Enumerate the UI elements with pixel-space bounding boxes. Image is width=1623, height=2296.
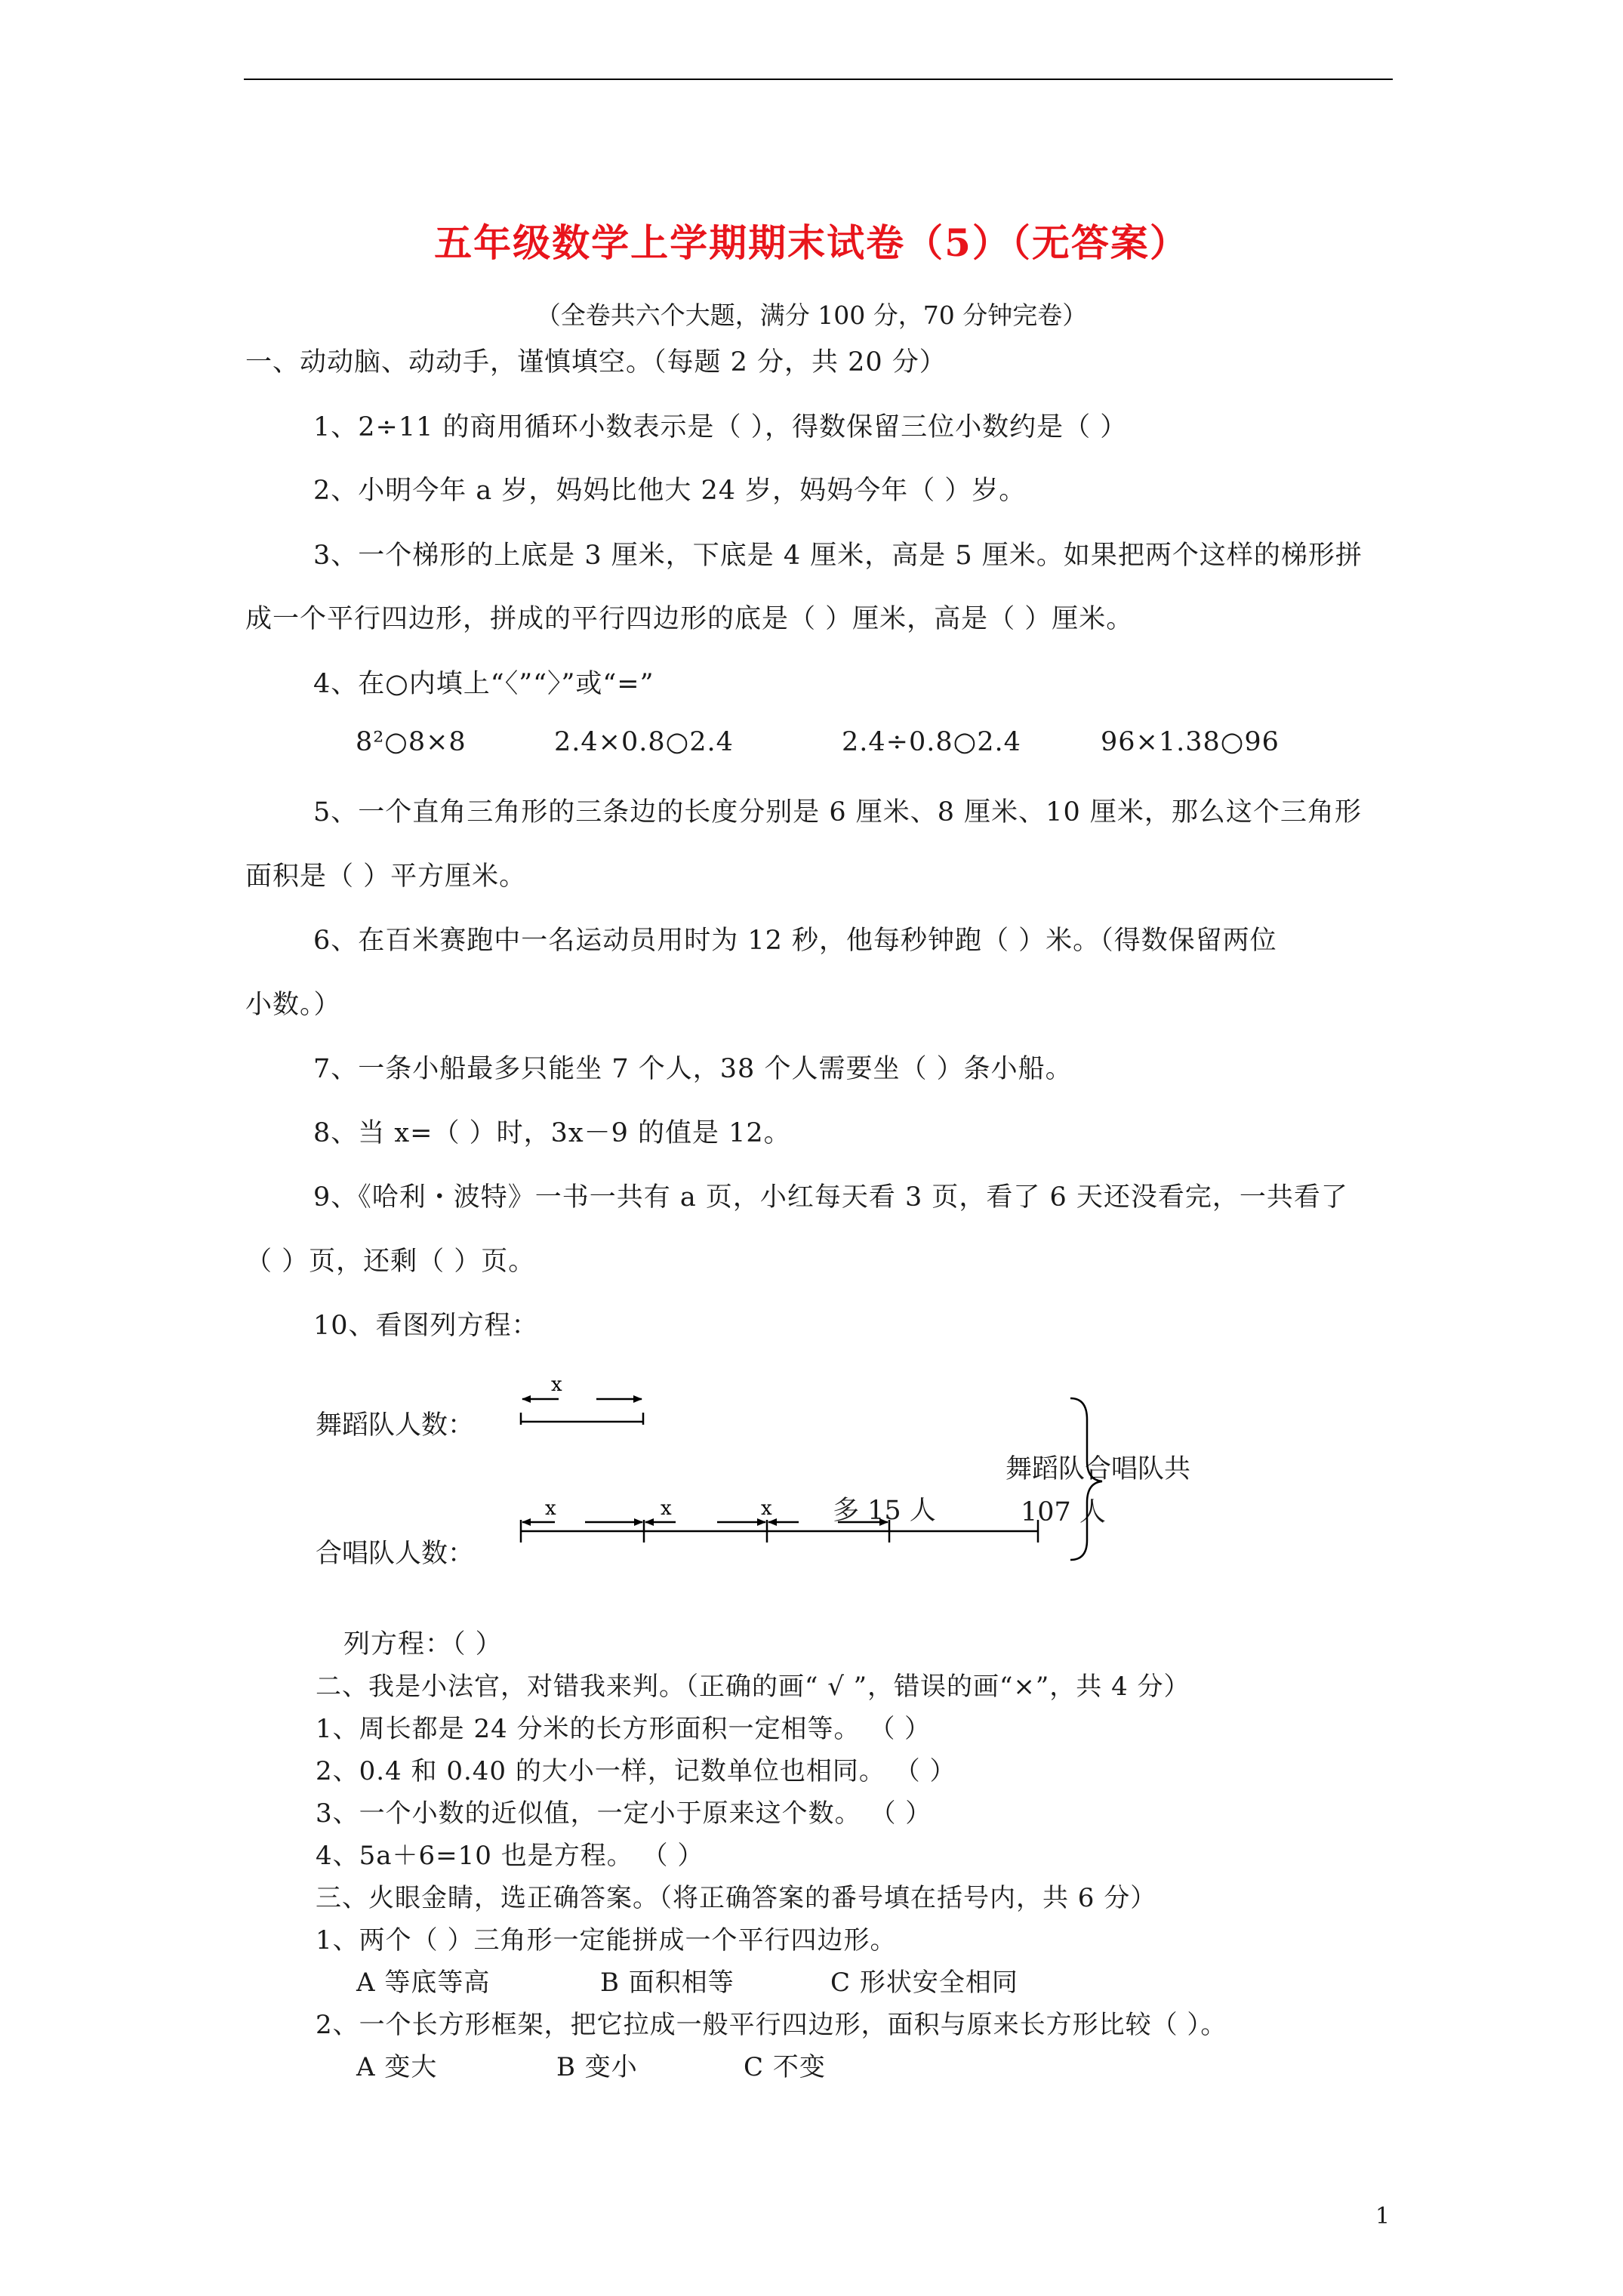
choice-2-option-c: C 不变 [744, 2052, 826, 2082]
dance-x-label: x [551, 1373, 562, 1396]
judge-item-4: 4、5a＋6=10 也是方程。 （ ） [316, 1841, 704, 1871]
choir-x-label-1: x [545, 1497, 556, 1520]
question-1-3-line2: 成一个平行四边形，拼成的平行四边形的底是（ ）厘米，高是（ ）厘米。 [245, 604, 1134, 634]
question-1-2: 2、小明今年 a 岁，妈妈比他大 24 岁，妈妈今年（ ）岁。 [313, 476, 1027, 506]
choice-question-2: 2、一个长方形框架，把它拉成一般平行四边形，面积与原来长方形比较（ ）。 [316, 2010, 1227, 2040]
choice-2-option-b: B 变小 [556, 2052, 638, 2082]
judge-item-2: 2、0.4 和 0.40 的大小一样，记数单位也相同。 （ ） [316, 1756, 956, 1786]
question-1-6-line1: 6、在百米赛跑中一名运动员用时为 12 秒，他每秒钟跑（ ）米。（得数保留两位 [313, 926, 1277, 956]
section2-heading: 二、我是小法官，对错我来判。（正确的画“ √ ”，错误的画“×”，共 4 分） [316, 1672, 1190, 1702]
choice-1-option-a: A 等底等高 [356, 1968, 491, 1998]
dance-team-label: 舞蹈队人数： [316, 1410, 475, 1441]
choice-1-option-b: B 面积相等 [600, 1968, 735, 1998]
choice-1-option-c: C 形状安全相同 [830, 1968, 1018, 1998]
section1-heading: 一、动动脑、动动手，谨慎填空。（每题 2 分，共 20 分） [245, 347, 947, 378]
more-15-label: 多 15 人 [833, 1496, 936, 1526]
judge-item-1: 1、周长都是 24 分米的长方形面积一定相等。 （ ） [316, 1714, 932, 1744]
question-1-9-line2: （ ）页，还剩（ ）页。 [245, 1247, 536, 1277]
choir-team-segment [521, 1497, 1038, 1542]
total-label-line1: 舞蹈队合唱队共 [1006, 1454, 1191, 1484]
question-1-4-item-1: 8²○8×8 [356, 727, 467, 757]
question-1-4: 4、在○内填上“〈”“〉”或“=” [313, 669, 654, 699]
question-1-4-item-2: 2.4×0.8○2.4 [554, 727, 734, 757]
page-title: 五年级数学上学期期末试卷（5）（无答案） [434, 220, 1189, 265]
question-1-5-line2: 面积是（ ）平方厘米。 [245, 861, 527, 892]
total-label-line2: 107 人 [1021, 1497, 1106, 1527]
page-number: 1 [1375, 2203, 1390, 2230]
question-1-5-line1: 5、一个直角三角形的三条边的长度分别是 6 厘米、8 厘米、10 厘米，那么这个三角形 [313, 797, 1362, 827]
question-1-6-line2: 小数。） [245, 990, 341, 1020]
choir-team-label: 合唱队人数： [316, 1539, 475, 1569]
choir-x-label-3: x [761, 1497, 772, 1520]
question-1-1: 1、2÷11 的商用循环小数表示是（ ），得数保留三位小数约是（ ） [313, 412, 1128, 442]
equation-line: 列方程：（ ） [343, 1629, 503, 1660]
dance-team-segment [521, 1373, 643, 1425]
question-1-8: 8、当 x=（ ）时，3x－9 的值是 12。 [313, 1118, 791, 1148]
choice-2-option-a: A 变大 [356, 2052, 438, 2082]
question-1-3-line1: 3、一个梯形的上底是 3 厘米，下底是 4 厘米，高是 5 厘米。如果把两个这样的梯形拼 [313, 541, 1363, 571]
section3-heading: 三、火眼金睛，选正确答案。（将正确答案的番号填在括号内，共 6 分） [316, 1883, 1157, 1913]
question-1-7: 7、一条小船最多只能坐 7 个人，38 个人需要坐（ ）条小船。 [313, 1054, 1073, 1084]
question-1-4-item-3: 2.4÷0.8○2.4 [842, 727, 1021, 757]
total-brace [1070, 1398, 1102, 1560]
choice-question-1: 1、两个（ ）三角形一定能拼成一个平行四边形。 [316, 1925, 897, 1955]
question-1-4-item-4: 96×1.38○96 [1101, 727, 1280, 757]
choir-x-label-2: x [661, 1497, 672, 1520]
page-subtitle: （全卷共六个大题，满分 100 分，70 分钟完卷） [535, 300, 1088, 330]
judge-item-3: 3、一个小数的近似值，一定小于原来这个数。 （ ） [316, 1798, 932, 1829]
question-1-9-line1: 9、《哈利・波特》一书一共有 a 页，小红每天看 3 页，看了 6 天还没看完，一共看了 [313, 1182, 1348, 1213]
question-1-10: 10、看图列方程： [313, 1311, 539, 1341]
